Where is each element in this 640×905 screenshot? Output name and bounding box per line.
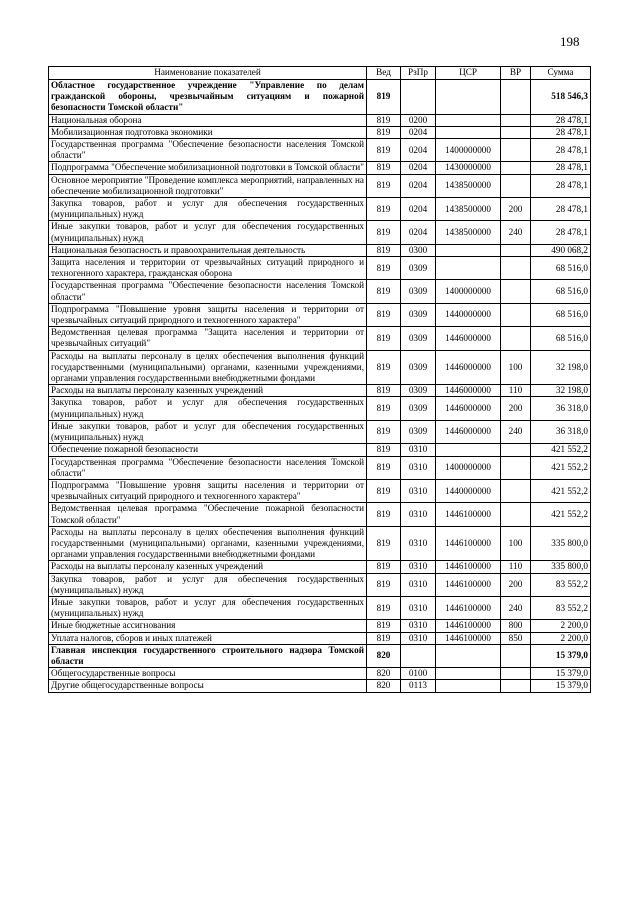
row-sum: 421 552,2 (531, 479, 591, 502)
row-name: Государственная программа "Обеспечение безопасности населения Томской области" (49, 456, 367, 479)
row-ved: 819 (367, 303, 401, 326)
row-vr: 200 (501, 397, 531, 420)
row-vr: 200 (501, 198, 531, 221)
row-rzpr: 0204 (401, 221, 436, 244)
table-row (49, 114, 591, 126)
row-name: Закупка товаров, работ и услуг для обеспечения государственных (муниципальных) нужд (49, 573, 367, 596)
row-ved: 819 (367, 479, 401, 502)
row-name: Подпрограмма "Повышение уровня защиты населения и территории от чрезвычайных ситуаций природного и техногенного характера" (49, 303, 367, 326)
row-csr: 1446100000 (436, 596, 501, 619)
header-ved: Вед (367, 67, 401, 80)
row-csr: 1446000000 (436, 397, 501, 420)
row-csr: 1438500000 (436, 221, 501, 244)
row-vr (501, 174, 531, 197)
page-number: 198 (560, 34, 580, 49)
row-csr (436, 644, 501, 667)
row-sum: 32 198,0 (531, 350, 591, 385)
row-name: Ведомственная целевая программа "Обеспечение пожарной безопасности Томской области" (49, 503, 367, 526)
row-vr: 200 (501, 573, 531, 596)
row-vr (501, 126, 531, 138)
row-name: Иные бюджетные ассигнования (49, 620, 367, 632)
row-name: Расходы на выплаты персоналу казенных учреждений (49, 385, 367, 397)
row-name: Расходы на выплаты персоналу в целях обеспечения выполнения функций государственными (муниципальными) органами, казенными учреждениями, органами управления государственными внебюджетными фондами (49, 526, 367, 561)
row-csr (436, 244, 501, 256)
row-csr: 1446100000 (436, 573, 501, 596)
row-ved: 819 (367, 456, 401, 479)
row-name: Уплата налогов, сборов и иных платежей (49, 632, 367, 644)
table-body (49, 80, 591, 693)
table-row (49, 420, 591, 443)
row-sum: 28 478,1 (531, 114, 591, 126)
row-vr: 100 (501, 526, 531, 561)
row-rzpr: 0309 (401, 280, 436, 303)
row-name: Закупка товаров, работ и услуг для обеспечения государственных (муниципальных) нужд (49, 198, 367, 221)
row-sum: 83 552,2 (531, 573, 591, 596)
table-row (49, 526, 591, 561)
row-csr: 1446100000 (436, 503, 501, 526)
row-ved: 819 (367, 573, 401, 596)
row-sum: 28 478,1 (531, 139, 591, 162)
row-rzpr: 0309 (401, 350, 436, 385)
row-ved: 819 (367, 162, 401, 174)
row-vr: 850 (501, 632, 531, 644)
row-sum: 15 379,0 (531, 668, 591, 680)
row-name: Закупка товаров, работ и услуг для обеспечения государственных (муниципальных) нужд (49, 397, 367, 420)
row-name: Иные закупки товаров, работ и услуг для обеспечения государственных (муниципальных) нужд (49, 221, 367, 244)
row-rzpr: 0200 (401, 114, 436, 126)
row-vr (501, 327, 531, 350)
row-rzpr: 0309 (401, 257, 436, 280)
row-rzpr: 0204 (401, 198, 436, 221)
table-row (49, 680, 591, 692)
row-name: Мобилизационная подготовка экономики (49, 126, 367, 138)
table-row (49, 139, 591, 162)
table-row (49, 303, 591, 326)
table-row (49, 456, 591, 479)
row-sum: 28 478,1 (531, 221, 591, 244)
table-row (49, 126, 591, 138)
row-rzpr: 0204 (401, 139, 436, 162)
row-vr (501, 680, 531, 692)
row-ved: 819 (367, 221, 401, 244)
row-rzpr: 0309 (401, 397, 436, 420)
row-vr: 240 (501, 221, 531, 244)
row-vr: 110 (501, 385, 531, 397)
row-sum: 421 552,2 (531, 503, 591, 526)
row-ved: 819 (367, 350, 401, 385)
row-rzpr: 0204 (401, 174, 436, 197)
row-csr: 1446000000 (436, 327, 501, 350)
row-name: Иные закупки товаров, работ и услуг для обеспечения государственных (муниципальных) нужд (49, 420, 367, 443)
table-row (49, 244, 591, 256)
row-ved: 819 (367, 632, 401, 644)
row-rzpr: 0204 (401, 162, 436, 174)
row-name: Обеспечение пожарной безопасности (49, 444, 367, 456)
row-rzpr: 0310 (401, 561, 436, 573)
row-csr: 1446100000 (436, 620, 501, 632)
row-rzpr: 0310 (401, 444, 436, 456)
row-name: Ведомственная целевая программа "Защита населения и территории от чрезвычайных ситуаций" (49, 327, 367, 350)
row-ved: 820 (367, 668, 401, 680)
row-sum: 68 516,0 (531, 327, 591, 350)
row-name: Основное мероприятие "Проведение комплекса мероприятий, направленных на обеспечение мобилизационной подготовки" (49, 174, 367, 197)
row-sum: 68 516,0 (531, 257, 591, 280)
row-vr (501, 503, 531, 526)
row-vr (501, 244, 531, 256)
row-csr: 1400000000 (436, 456, 501, 479)
table-row (49, 80, 591, 115)
row-sum: 83 552,2 (531, 596, 591, 619)
row-name: Государственная программа "Обеспечение безопасности населения Томской области" (49, 280, 367, 303)
row-ved: 820 (367, 644, 401, 667)
table-row (49, 327, 591, 350)
table-row (49, 444, 591, 456)
row-sum: 421 552,2 (531, 444, 591, 456)
row-name: Защита населения и территории от чрезвычайных ситуаций природного и техногенного характера, гражданская оборона (49, 257, 367, 280)
row-sum: 518 546,3 (531, 80, 591, 115)
row-ved: 819 (367, 198, 401, 221)
row-ved: 819 (367, 620, 401, 632)
row-name: Национальная безопасность и правоохранительная деятельность (49, 244, 367, 256)
row-vr (501, 479, 531, 502)
row-ved: 819 (367, 561, 401, 573)
row-vr (501, 456, 531, 479)
row-name: Расходы на выплаты персоналу в целях обеспечения выполнения функций государственными (муниципальными) органами, казенными учреждениями, органами управления государственными внебюджетными фондами (49, 350, 367, 385)
table-row (49, 668, 591, 680)
row-csr (436, 114, 501, 126)
row-sum: 32 198,0 (531, 385, 591, 397)
row-rzpr (401, 80, 436, 115)
table-row (49, 503, 591, 526)
row-csr (436, 126, 501, 138)
header-rzpr: РзПр (401, 67, 436, 80)
row-vr (501, 162, 531, 174)
row-vr (501, 280, 531, 303)
table-row (49, 573, 591, 596)
header-vr: ВР (501, 67, 531, 80)
row-sum: 421 552,2 (531, 456, 591, 479)
row-vr (501, 139, 531, 162)
row-ved: 819 (367, 244, 401, 256)
row-name: Областное государственное учреждение "Управление по делам гражданской обороны, чрезвычайным ситуациям и пожарной безопасности Томской области" (49, 80, 367, 115)
row-ved: 819 (367, 114, 401, 126)
row-vr (501, 644, 531, 667)
row-vr: 100 (501, 350, 531, 385)
row-sum: 335 800,0 (531, 526, 591, 561)
table-row (49, 350, 591, 385)
header-name: Наименование показателей (49, 67, 367, 80)
table-row (49, 257, 591, 280)
row-rzpr: 0310 (401, 503, 436, 526)
row-csr (436, 444, 501, 456)
row-csr (436, 680, 501, 692)
row-ved: 819 (367, 139, 401, 162)
row-sum: 28 478,1 (531, 174, 591, 197)
row-sum: 15 379,0 (531, 680, 591, 692)
row-rzpr (401, 644, 436, 667)
table-row (49, 198, 591, 221)
table-row (49, 221, 591, 244)
budget-table (48, 66, 591, 693)
row-ved: 819 (367, 526, 401, 561)
row-ved: 819 (367, 174, 401, 197)
row-rzpr: 0310 (401, 526, 436, 561)
row-ved: 819 (367, 385, 401, 397)
row-name: Главная инспекция государственного строительного надзора Томской области (49, 644, 367, 667)
row-rzpr: 0310 (401, 596, 436, 619)
row-csr (436, 257, 501, 280)
row-ved: 819 (367, 596, 401, 619)
row-ved: 819 (367, 327, 401, 350)
row-name: Национальная оборона (49, 114, 367, 126)
row-name: Иные закупки товаров, работ и услуг для обеспечения государственных (муниципальных) нужд (49, 596, 367, 619)
row-vr (501, 444, 531, 456)
row-name: Подпрограмма "Обеспечение мобилизационной подготовки в Томской области" (49, 162, 367, 174)
row-csr: 1440000000 (436, 303, 501, 326)
row-vr (501, 668, 531, 680)
row-rzpr: 0100 (401, 668, 436, 680)
row-name: Государственная программа "Обеспечение безопасности населения Томской области" (49, 139, 367, 162)
row-sum: 68 516,0 (531, 303, 591, 326)
row-ved: 819 (367, 280, 401, 303)
row-sum: 68 516,0 (531, 280, 591, 303)
row-csr: 1446100000 (436, 561, 501, 573)
row-ved: 819 (367, 444, 401, 456)
row-csr: 1438500000 (436, 198, 501, 221)
table-header-row (49, 67, 591, 80)
row-rzpr: 0204 (401, 126, 436, 138)
row-rzpr: 0310 (401, 620, 436, 632)
row-ved: 819 (367, 397, 401, 420)
row-rzpr: 0300 (401, 244, 436, 256)
row-csr: 1446100000 (436, 632, 501, 644)
row-rzpr: 0309 (401, 327, 436, 350)
row-rzpr: 0309 (401, 420, 436, 443)
row-ved: 819 (367, 80, 401, 115)
row-ved: 819 (367, 503, 401, 526)
row-rzpr: 0309 (401, 385, 436, 397)
row-rzpr: 0310 (401, 479, 436, 502)
row-rzpr: 0309 (401, 303, 436, 326)
row-csr: 1446000000 (436, 420, 501, 443)
row-sum: 490 068,2 (531, 244, 591, 256)
row-sum: 28 478,1 (531, 126, 591, 138)
row-ved: 820 (367, 680, 401, 692)
row-csr: 1446100000 (436, 526, 501, 561)
row-csr: 1446000000 (436, 385, 501, 397)
table-row (49, 280, 591, 303)
row-csr: 1440000000 (436, 479, 501, 502)
row-sum: 335 800,0 (531, 561, 591, 573)
row-vr (501, 80, 531, 115)
table-row (49, 479, 591, 502)
row-name: Общегосударственные вопросы (49, 668, 367, 680)
row-vr (501, 257, 531, 280)
row-name: Другие общегосударственные вопросы (49, 680, 367, 692)
table-row (49, 385, 591, 397)
row-sum: 15 379,0 (531, 644, 591, 667)
row-csr (436, 668, 501, 680)
row-rzpr: 0310 (401, 632, 436, 644)
row-ved: 819 (367, 420, 401, 443)
row-name: Расходы на выплаты персоналу казенных учреждений (49, 561, 367, 573)
row-sum: 28 478,1 (531, 198, 591, 221)
table-row (49, 620, 591, 632)
row-csr: 1400000000 (436, 139, 501, 162)
row-vr (501, 303, 531, 326)
row-sum: 36 318,0 (531, 397, 591, 420)
row-vr: 240 (501, 596, 531, 619)
table-row (49, 632, 591, 644)
table-row (49, 397, 591, 420)
row-rzpr: 0310 (401, 456, 436, 479)
row-vr: 240 (501, 420, 531, 443)
row-vr (501, 114, 531, 126)
table-row (49, 174, 591, 197)
row-csr: 1430000000 (436, 162, 501, 174)
row-csr (436, 80, 501, 115)
row-vr: 800 (501, 620, 531, 632)
row-sum: 36 318,0 (531, 420, 591, 443)
table-row (49, 561, 591, 573)
row-sum: 2 200,0 (531, 632, 591, 644)
table-row (49, 644, 591, 667)
row-sum: 2 200,0 (531, 620, 591, 632)
row-csr: 1446000000 (436, 350, 501, 385)
row-sum: 28 478,1 (531, 162, 591, 174)
row-name: Подпрограмма "Повышение уровня защиты населения и территории от чрезвычайных ситуаций природного и техногенного характера" (49, 479, 367, 502)
row-ved: 819 (367, 126, 401, 138)
row-vr: 110 (501, 561, 531, 573)
row-ved: 819 (367, 257, 401, 280)
header-csr: ЦСР (436, 67, 501, 80)
table-row (49, 596, 591, 619)
table-row (49, 162, 591, 174)
row-rzpr: 0310 (401, 573, 436, 596)
header-sum: Сумма (531, 67, 591, 80)
row-rzpr: 0113 (401, 680, 436, 692)
row-csr: 1400000000 (436, 280, 501, 303)
row-csr: 1438500000 (436, 174, 501, 197)
